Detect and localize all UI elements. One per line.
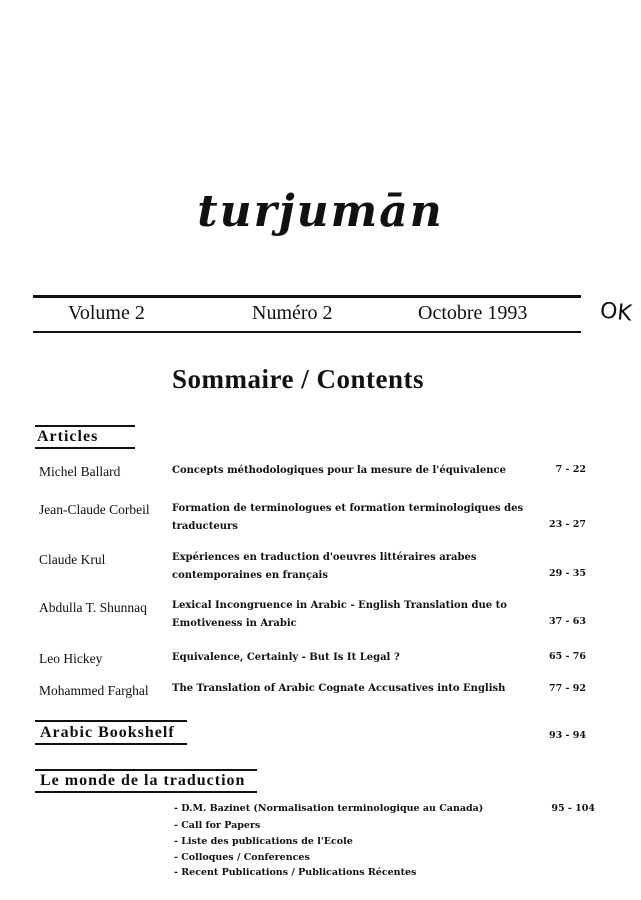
monde-top-rule [35,769,257,771]
handwritten-ok-note: OK [598,298,633,327]
article-author: Michel Ballard [39,464,121,479]
article-title: Equivalence, Certainly - But Is It Legal ? [172,652,400,663]
bottom-rule [33,331,581,333]
article-title: Concepts méthodologiques pour la mesure de l'équivalence [172,465,506,476]
bookshelf-section-label: Arabic Bookshelf [40,724,175,741]
article-pages: 65 - 76 [549,651,586,662]
monde-section-label: Le monde de la traduction [40,772,246,789]
number-label: Numéro 2 [252,302,333,324]
top-rule [33,295,581,298]
article-author: Mohammed Farghal [39,683,149,698]
article-pages: 23 - 27 [549,519,586,530]
article-author: Jean-Claude Corbeil [39,502,150,517]
article-pages: 7 - 22 [555,464,586,475]
bookshelf-top-rule [35,720,187,722]
article-author: Claude Krul [39,552,106,567]
bookshelf-pages: 93 - 94 [549,730,586,741]
contents-heading: Sommaire / Contents [172,364,424,394]
article-title: Lexical Incongruence in Arabic - English Translation due to Emotiveness in Arabic [172,600,507,629]
articles-section-label: Articles [37,428,99,445]
bookshelf-bottom-rule [35,743,187,745]
monde-list-item: - Colloques / Conferences [174,852,310,863]
article-author: Leo Hickey [39,651,103,666]
article-title: Expériences en traduction d'oeuvres littéraires arabes contemporaines en français [172,552,477,581]
articles-top-rule [35,425,135,427]
monde-list-item: - Liste des publications de l'Ecole [174,836,353,847]
monde-list-item: - Call for Papers [174,820,261,831]
monde-list-item: - Recent Publications / Publications Récentes [174,867,417,878]
article-author: Abdulla T. Shunnaq [39,600,147,615]
article-pages: 77 - 92 [549,683,586,694]
articles-bottom-rule [35,447,135,449]
monde-bottom-rule [35,791,257,793]
monde-item-pages: 95 - 104 [551,803,595,814]
article-title: Formation de terminologues et formation terminologiques des traducteurs [172,503,524,532]
journal-title: turjumān [197,186,444,237]
article-pages: 29 - 35 [549,568,586,579]
date-label: Octobre 1993 [418,302,528,324]
article-title: The Translation of Arabic Cognate Accusatives into English [172,683,506,694]
monde-list-item: - D.M. Bazinet (Normalisation terminologique au Canada) [174,803,484,814]
article-pages: 37 - 63 [549,616,586,627]
volume-label: Volume 2 [68,302,145,324]
